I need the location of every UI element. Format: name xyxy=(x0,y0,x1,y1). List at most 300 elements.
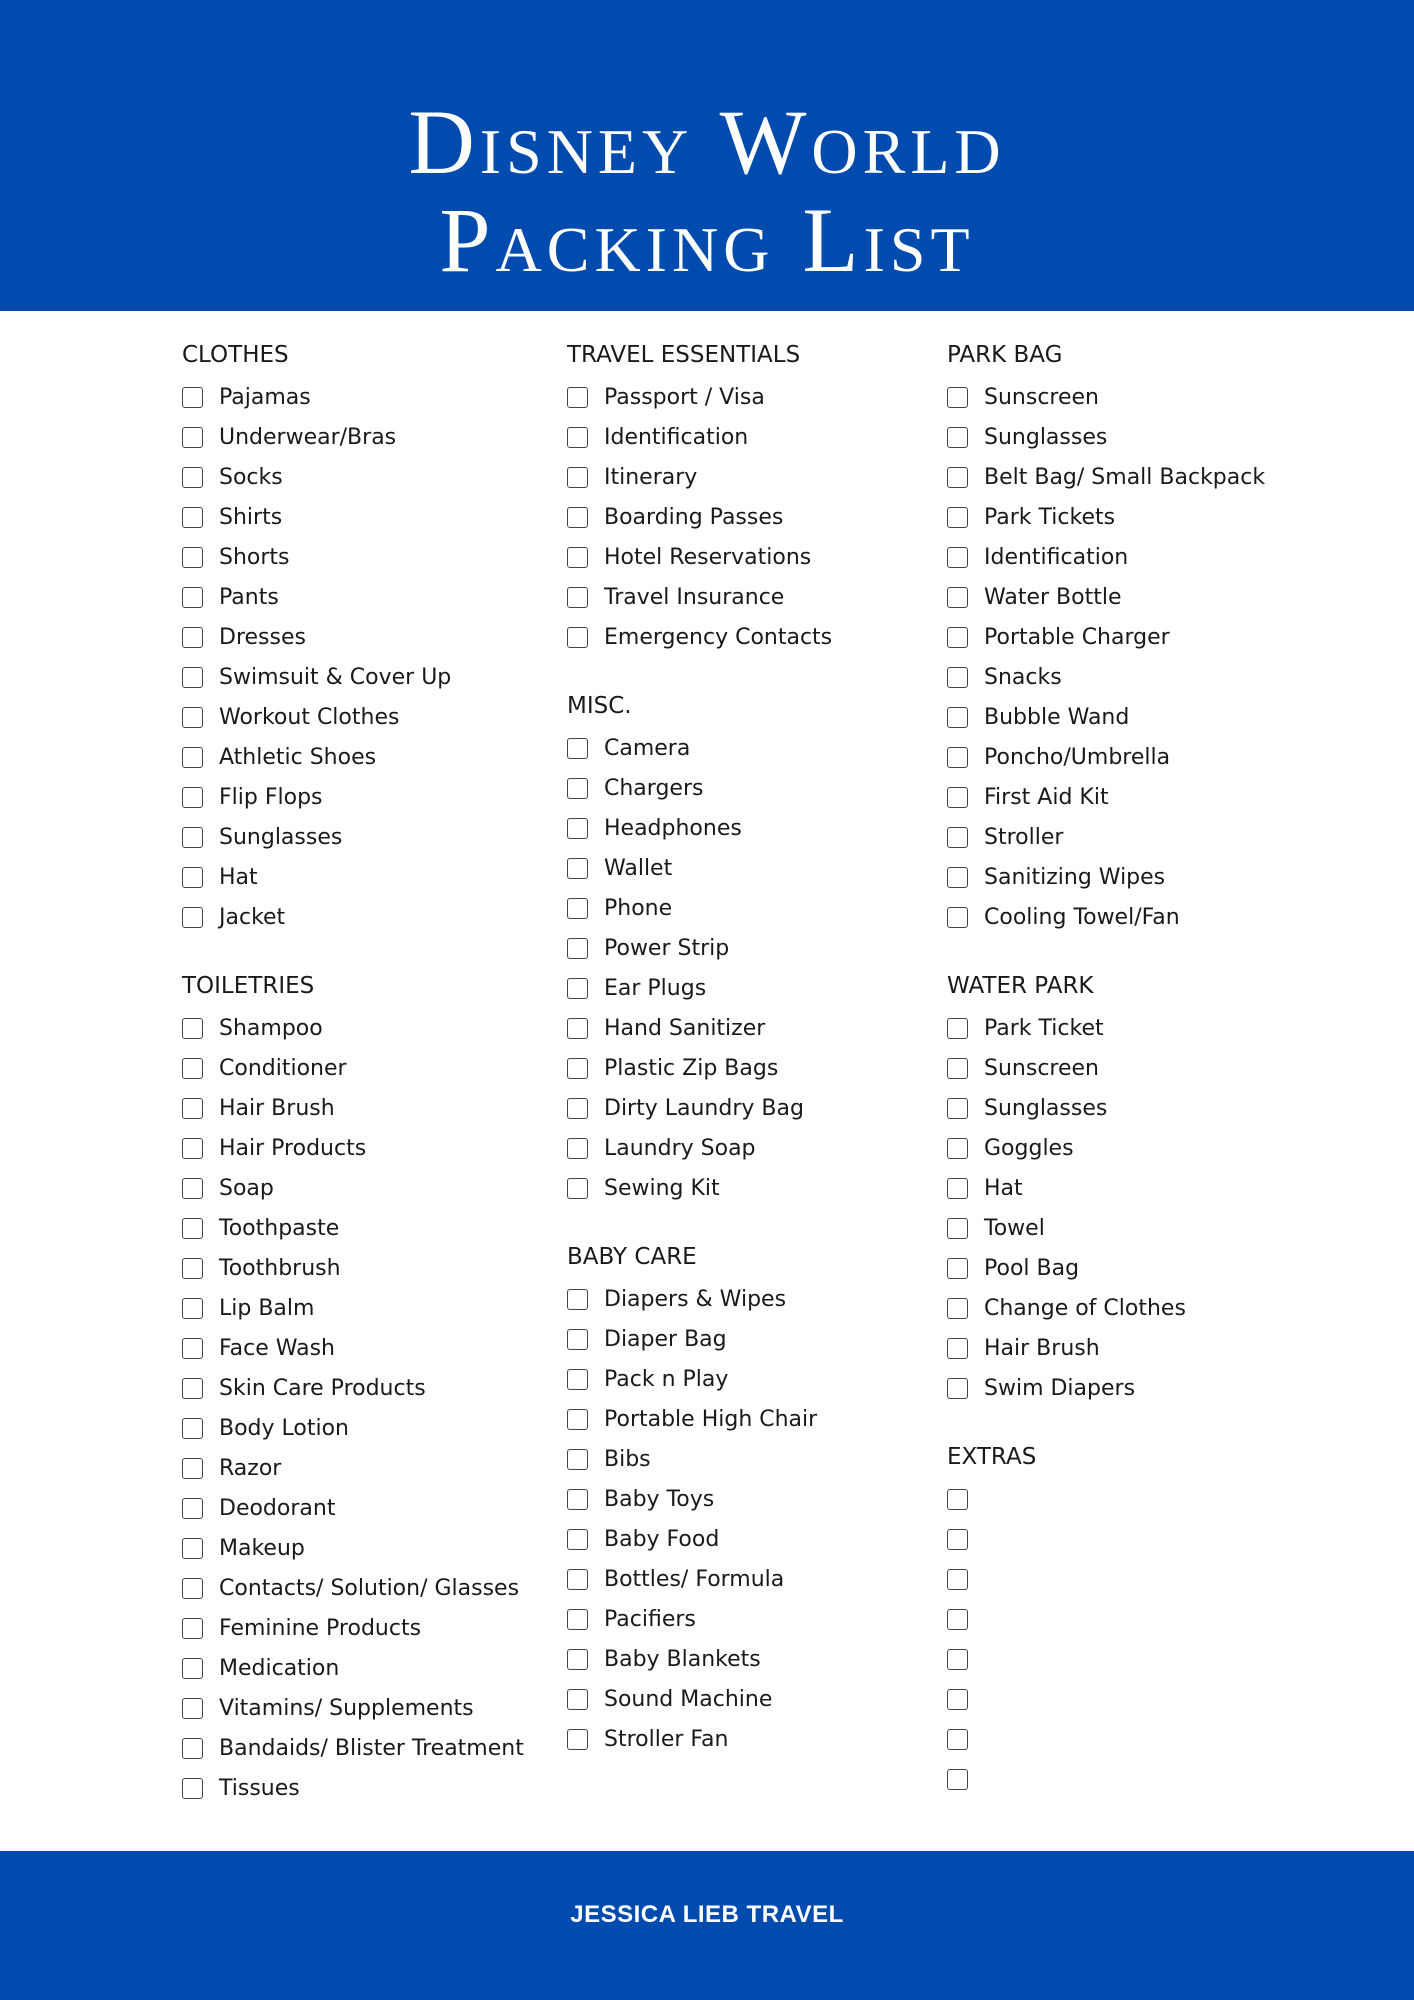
checklist-item[interactable] xyxy=(182,497,562,537)
item-label: Chargers xyxy=(604,775,704,801)
item-label: Plastic Zip Bags xyxy=(604,1055,779,1081)
column-2 xyxy=(567,340,947,1793)
checklist-item[interactable] xyxy=(182,1008,562,1048)
checkbox[interactable] xyxy=(947,867,968,888)
checkbox[interactable] xyxy=(947,547,968,568)
checkbox[interactable] xyxy=(567,1018,588,1039)
checkbox[interactable] xyxy=(947,1298,968,1319)
checklist-item[interactable] xyxy=(947,537,1327,577)
item-label: Travel Insurance xyxy=(604,584,785,610)
checklist-item[interactable] xyxy=(567,1128,947,1168)
checklist-item[interactable] xyxy=(567,1319,947,1359)
checklist-item[interactable] xyxy=(182,857,562,897)
item-label: Pool Bag xyxy=(984,1255,1080,1281)
checklist-item[interactable] xyxy=(947,1048,1327,1088)
item-label: Phone xyxy=(604,895,673,921)
checkbox[interactable] xyxy=(182,1098,203,1119)
checklist-item[interactable] xyxy=(567,1359,947,1399)
checkbox[interactable] xyxy=(182,467,203,488)
checkbox[interactable] xyxy=(182,1178,203,1199)
checkbox[interactable] xyxy=(567,858,588,879)
footer-banner xyxy=(0,1851,1414,2000)
item-label: Hat xyxy=(984,1175,1023,1201)
checkbox[interactable] xyxy=(182,1578,203,1599)
checkbox[interactable] xyxy=(182,1418,203,1439)
item-label: Belt Bag/ Small Backpack xyxy=(984,464,1266,490)
checklist-item[interactable] xyxy=(947,697,1327,737)
item-label: Wallet xyxy=(604,855,673,881)
item-label: Baby Food xyxy=(604,1526,720,1552)
checkbox[interactable] xyxy=(947,1689,968,1710)
checklist-item[interactable] xyxy=(567,417,947,457)
item-label: Itinerary xyxy=(604,464,698,490)
item-label: Sound Machine xyxy=(604,1686,773,1712)
checklist-item[interactable] xyxy=(947,1168,1327,1208)
checklist-item[interactable] xyxy=(182,1168,562,1208)
checkbox[interactable] xyxy=(947,907,968,928)
checklist-item[interactable] xyxy=(182,657,562,697)
item-label: Athletic Shoes xyxy=(219,744,377,770)
checkbox[interactable] xyxy=(182,1538,203,1559)
section-title: PARK BAG xyxy=(947,342,1063,368)
checklist-item[interactable] xyxy=(182,1128,562,1168)
checkbox[interactable] xyxy=(567,1178,588,1199)
checkbox[interactable] xyxy=(182,1298,203,1319)
item-label: Baby Blankets xyxy=(604,1646,761,1672)
checkbox[interactable] xyxy=(947,827,968,848)
checkbox[interactable] xyxy=(182,1218,203,1239)
item-label: Hat xyxy=(219,864,258,890)
checklist-item[interactable] xyxy=(947,777,1327,817)
checkbox[interactable] xyxy=(567,738,588,759)
checklist-item[interactable] xyxy=(567,1439,947,1479)
checkbox[interactable] xyxy=(182,507,203,528)
checklist-item[interactable] xyxy=(947,1208,1327,1248)
checkbox[interactable] xyxy=(567,1449,588,1470)
checkbox[interactable] xyxy=(947,1018,968,1039)
checkbox[interactable] xyxy=(567,427,588,448)
item-label: Camera xyxy=(604,735,691,761)
checkbox[interactable] xyxy=(567,1489,588,1510)
item-label: Stroller xyxy=(984,824,1064,850)
checklist-item[interactable] xyxy=(567,808,947,848)
checkbox[interactable] xyxy=(947,1609,968,1630)
checkbox[interactable] xyxy=(567,1649,588,1670)
item-label: Identification xyxy=(604,424,749,450)
checkbox[interactable] xyxy=(947,1338,968,1359)
checklist-item[interactable] xyxy=(182,1768,562,1808)
checkbox[interactable] xyxy=(947,1649,968,1670)
item-label: Hand Sanitizer xyxy=(604,1015,766,1041)
checklist-item[interactable] xyxy=(182,1248,562,1288)
section-park-bag xyxy=(947,340,1327,937)
checkbox[interactable] xyxy=(567,1369,588,1390)
checklist-item[interactable] xyxy=(947,1088,1327,1128)
checklist-item[interactable] xyxy=(182,897,562,937)
checklist-item[interactable] xyxy=(567,1008,947,1048)
checklist-item[interactable] xyxy=(947,897,1327,937)
item-label: Hair Brush xyxy=(219,1095,335,1121)
checkbox[interactable] xyxy=(947,507,968,528)
checklist-item[interactable] xyxy=(947,1679,1327,1719)
section-travel-essentials xyxy=(567,340,947,657)
item-label: Soap xyxy=(219,1175,274,1201)
section-misc xyxy=(567,691,947,1208)
checklist-item[interactable] xyxy=(182,1208,562,1248)
checklist-item[interactable] xyxy=(182,1088,562,1128)
checklist-item[interactable] xyxy=(947,377,1327,417)
checkbox[interactable] xyxy=(567,547,588,568)
checklist-item[interactable] xyxy=(567,537,947,577)
checklist-item[interactable] xyxy=(567,728,947,768)
checklist-item[interactable] xyxy=(947,1248,1327,1288)
item-label: Bubble Wand xyxy=(984,704,1130,730)
item-label: Feminine Products xyxy=(219,1615,422,1641)
section-title: CLOTHES xyxy=(182,342,289,368)
checklist-item[interactable] xyxy=(182,1688,562,1728)
checklist-item[interactable] xyxy=(182,777,562,817)
checklist-item[interactable] xyxy=(947,1479,1327,1519)
checklist-item[interactable] xyxy=(182,537,562,577)
checklist-item[interactable] xyxy=(567,1719,947,1759)
checkbox[interactable] xyxy=(182,667,203,688)
checklist-item[interactable] xyxy=(567,1599,947,1639)
item-label: Snacks xyxy=(984,664,1062,690)
item-label: Swim Diapers xyxy=(984,1375,1136,1401)
checkbox[interactable] xyxy=(567,1058,588,1079)
checklist-item[interactable] xyxy=(182,377,562,417)
item-label: Sunglasses xyxy=(984,424,1108,450)
checklist-item[interactable] xyxy=(567,768,947,808)
checkbox[interactable] xyxy=(182,1258,203,1279)
checkbox[interactable] xyxy=(182,587,203,608)
checklist-item[interactable] xyxy=(182,697,562,737)
checklist-item[interactable] xyxy=(567,1559,947,1599)
item-label: Sunscreen xyxy=(984,384,1099,410)
item-label: Sunglasses xyxy=(984,1095,1108,1121)
item-label: Pants xyxy=(219,584,279,610)
checkbox[interactable] xyxy=(947,1138,968,1159)
checkbox[interactable] xyxy=(567,1529,588,1550)
item-label: Portable High Chair xyxy=(604,1406,818,1432)
item-label: Face Wash xyxy=(219,1335,335,1361)
checkbox[interactable] xyxy=(947,787,968,808)
checkbox[interactable] xyxy=(182,1738,203,1759)
checkbox[interactable] xyxy=(567,898,588,919)
checklist-item[interactable] xyxy=(182,737,562,777)
checklist-item[interactable] xyxy=(567,457,947,497)
checklist-item[interactable] xyxy=(567,1048,947,1088)
checklist-item[interactable] xyxy=(567,1519,947,1559)
checkbox[interactable] xyxy=(947,627,968,648)
checkbox[interactable] xyxy=(947,1378,968,1399)
checkbox[interactable] xyxy=(567,1138,588,1159)
section-water-park xyxy=(947,971,1327,1408)
checkbox[interactable] xyxy=(567,467,588,488)
item-label: Shorts xyxy=(219,544,290,570)
checklist-item[interactable] xyxy=(182,617,562,657)
checklist-item[interactable] xyxy=(182,817,562,857)
checkbox[interactable] xyxy=(567,507,588,528)
checkbox[interactable] xyxy=(947,1529,968,1550)
checkbox[interactable] xyxy=(182,827,203,848)
item-label: Conditioner xyxy=(219,1055,347,1081)
section-baby-care xyxy=(567,1242,947,1759)
item-label: Socks xyxy=(219,464,283,490)
item-label: Body Lotion xyxy=(219,1415,350,1441)
checklist-item[interactable] xyxy=(567,1279,947,1319)
checkbox[interactable] xyxy=(182,787,203,808)
item-label: Medication xyxy=(219,1655,340,1681)
checkbox[interactable] xyxy=(182,707,203,728)
checkbox[interactable] xyxy=(947,1769,968,1790)
checkbox[interactable] xyxy=(567,1409,588,1430)
checkbox[interactable] xyxy=(567,818,588,839)
checklist-item[interactable] xyxy=(947,1128,1327,1168)
checklist-item[interactable] xyxy=(182,577,562,617)
checkbox[interactable] xyxy=(567,1689,588,1710)
checkbox[interactable] xyxy=(182,387,203,408)
item-label: Skin Care Products xyxy=(219,1375,426,1401)
checklist-item[interactable] xyxy=(567,377,947,417)
column-1 xyxy=(182,340,562,1842)
checkbox[interactable] xyxy=(182,907,203,928)
checklist-item[interactable] xyxy=(947,1008,1327,1048)
checklist-item[interactable] xyxy=(947,417,1327,457)
section-title: TOILETRIES xyxy=(182,973,315,999)
item-label: Flip Flops xyxy=(219,784,323,810)
checklist-item[interactable] xyxy=(947,737,1327,777)
item-label: Laundry Soap xyxy=(604,1135,756,1161)
item-label: Razor xyxy=(219,1455,282,1481)
checklist-item[interactable] xyxy=(567,1679,947,1719)
checkbox[interactable] xyxy=(182,747,203,768)
checklist-item[interactable] xyxy=(567,928,947,968)
checkbox[interactable] xyxy=(567,778,588,799)
item-label: Power Strip xyxy=(604,935,730,961)
checklist-item[interactable] xyxy=(182,417,562,457)
checklist-item[interactable] xyxy=(947,1639,1327,1679)
checkbox[interactable] xyxy=(182,1698,203,1719)
item-label: Poncho/Umbrella xyxy=(984,744,1171,770)
item-label: Hair Brush xyxy=(984,1335,1100,1361)
checklist-item[interactable] xyxy=(947,1559,1327,1599)
checkbox[interactable] xyxy=(182,1018,203,1039)
checkbox[interactable] xyxy=(182,1138,203,1159)
item-label: Park Tickets xyxy=(984,504,1116,530)
checkbox[interactable] xyxy=(182,1378,203,1399)
checklist-item[interactable] xyxy=(567,617,947,657)
checklist-item[interactable] xyxy=(567,888,947,928)
item-label: Hotel Reservations xyxy=(604,544,812,570)
item-label: Contacts/ Solution/ Glasses xyxy=(219,1575,520,1601)
checkbox[interactable] xyxy=(182,1618,203,1639)
checklist-item[interactable] xyxy=(567,1639,947,1679)
item-label: Lip Balm xyxy=(219,1295,315,1321)
checkbox[interactable] xyxy=(947,587,968,608)
item-label: Park Ticket xyxy=(984,1015,1104,1041)
footer-brand: JESSICA LIEB TRAVEL xyxy=(570,1901,844,1928)
item-label: Tissues xyxy=(219,1775,300,1801)
item-label: Pajamas xyxy=(219,384,311,410)
checklist-item[interactable] xyxy=(947,577,1327,617)
item-label: Diaper Bag xyxy=(604,1326,727,1352)
checkbox[interactable] xyxy=(567,627,588,648)
checkbox[interactable] xyxy=(567,1609,588,1630)
checklist-item[interactable] xyxy=(567,1088,947,1128)
item-label: Identification xyxy=(984,544,1129,570)
checklist-item[interactable] xyxy=(947,857,1327,897)
item-label: Toothpaste xyxy=(219,1215,340,1241)
item-label: Jacket xyxy=(219,904,286,930)
item-label: Change of Clothes xyxy=(984,1295,1186,1321)
item-label: Passport / Visa xyxy=(604,384,765,410)
checkbox[interactable] xyxy=(567,978,588,999)
checklist-item[interactable] xyxy=(947,617,1327,657)
checkbox[interactable] xyxy=(947,1258,968,1279)
checkbox[interactable] xyxy=(947,667,968,688)
checklist-item[interactable] xyxy=(947,1519,1327,1559)
checkbox[interactable] xyxy=(567,1329,588,1350)
checkbox[interactable] xyxy=(567,1098,588,1119)
checkbox[interactable] xyxy=(947,1729,968,1750)
section-extras xyxy=(947,1442,1327,1799)
item-label: Shampoo xyxy=(219,1015,323,1041)
item-label: Ear Plugs xyxy=(604,975,707,1001)
checkbox[interactable] xyxy=(182,1458,203,1479)
checklist-item[interactable] xyxy=(567,1479,947,1519)
checklist-item[interactable] xyxy=(182,1728,562,1768)
checklist-item[interactable] xyxy=(182,1448,562,1488)
checklist-item[interactable] xyxy=(947,1599,1327,1639)
section-clothes xyxy=(182,340,562,937)
item-label: Dresses xyxy=(219,624,306,650)
checkbox[interactable] xyxy=(567,1289,588,1310)
item-label: Bandaids/ Blister Treatment xyxy=(219,1735,524,1761)
checklist-item[interactable] xyxy=(947,457,1327,497)
checkbox[interactable] xyxy=(182,1498,203,1519)
item-label: Bottles/ Formula xyxy=(604,1566,785,1592)
page-title-line-2: Packing List xyxy=(439,189,975,291)
checkbox[interactable] xyxy=(947,427,968,448)
checkbox[interactable] xyxy=(567,1569,588,1590)
item-label: Water Bottle xyxy=(984,584,1122,610)
checklist-item[interactable] xyxy=(182,1648,562,1688)
item-label: Pack n Play xyxy=(604,1366,729,1392)
checkbox[interactable] xyxy=(947,467,968,488)
checklist-item[interactable] xyxy=(182,1568,562,1608)
item-label: Sewing Kit xyxy=(604,1175,720,1201)
item-label: Headphones xyxy=(604,815,742,841)
checklist-item[interactable] xyxy=(567,1168,947,1208)
section-title: WATER PARK xyxy=(947,973,1094,999)
checklist-item[interactable] xyxy=(947,1368,1327,1408)
item-label: Sunglasses xyxy=(219,824,343,850)
item-label: Bibs xyxy=(604,1446,651,1472)
item-label: Sanitizing Wipes xyxy=(984,864,1166,890)
item-label: Makeup xyxy=(219,1535,305,1561)
checklist-item[interactable] xyxy=(182,457,562,497)
item-label: Hair Products xyxy=(219,1135,367,1161)
item-label: Towel xyxy=(984,1215,1045,1241)
checklist-item[interactable] xyxy=(182,1488,562,1528)
checkbox[interactable] xyxy=(947,1058,968,1079)
section-title: EXTRAS xyxy=(947,1444,1037,1470)
item-label: Shirts xyxy=(219,504,283,530)
checklist-item[interactable] xyxy=(947,1759,1327,1799)
checkbox[interactable] xyxy=(182,1058,203,1079)
checkbox[interactable] xyxy=(947,387,968,408)
item-label: Underwear/Bras xyxy=(219,424,397,450)
item-label: Emergency Contacts xyxy=(604,624,833,650)
checklist-item[interactable] xyxy=(182,1328,562,1368)
checklist-item[interactable] xyxy=(182,1288,562,1328)
checkbox[interactable] xyxy=(182,1778,203,1799)
item-label: Vitamins/ Supplements xyxy=(219,1695,474,1721)
item-label: Pacifiers xyxy=(604,1606,696,1632)
item-label: Goggles xyxy=(984,1135,1074,1161)
checklist-item[interactable] xyxy=(567,577,947,617)
checklist-item[interactable] xyxy=(567,497,947,537)
checkbox[interactable] xyxy=(947,747,968,768)
item-label: Boarding Passes xyxy=(604,504,784,530)
checkbox[interactable] xyxy=(182,627,203,648)
checkbox[interactable] xyxy=(182,1338,203,1359)
checkbox[interactable] xyxy=(567,387,588,408)
section-title: MISC. xyxy=(567,693,632,719)
checklist-item[interactable] xyxy=(947,657,1327,697)
checklist-item[interactable] xyxy=(947,1719,1327,1759)
checkbox[interactable] xyxy=(567,938,588,959)
checkbox[interactable] xyxy=(567,587,588,608)
checkbox[interactable] xyxy=(182,867,203,888)
checkbox[interactable] xyxy=(182,1658,203,1679)
checkbox[interactable] xyxy=(947,1098,968,1119)
checkbox[interactable] xyxy=(947,1489,968,1510)
item-label: Dirty Laundry Bag xyxy=(604,1095,804,1121)
checkbox[interactable] xyxy=(947,1218,968,1239)
checklist-item[interactable] xyxy=(947,497,1327,537)
item-label: Diapers & Wipes xyxy=(604,1286,787,1312)
item-label: Swimsuit & Cover Up xyxy=(219,664,452,690)
checkbox[interactable] xyxy=(567,1729,588,1750)
checkbox[interactable] xyxy=(947,707,968,728)
header-banner xyxy=(0,0,1414,311)
checklist-item[interactable] xyxy=(182,1408,562,1448)
section-title: TRAVEL ESSENTIALS xyxy=(567,342,801,368)
item-label: Baby Toys xyxy=(604,1486,715,1512)
section-toiletries xyxy=(182,971,562,1808)
item-label: Portable Charger xyxy=(984,624,1170,650)
item-label: Cooling Towel/Fan xyxy=(984,904,1180,930)
checklist-item[interactable] xyxy=(567,968,947,1008)
checkbox[interactable] xyxy=(182,547,203,568)
checkbox[interactable] xyxy=(947,1569,968,1590)
checklist-item[interactable] xyxy=(947,817,1327,857)
checklist-item[interactable] xyxy=(567,1399,947,1439)
checklist-item[interactable] xyxy=(947,1288,1327,1328)
checklist-item[interactable] xyxy=(182,1528,562,1568)
item-label: Workout Clothes xyxy=(219,704,400,730)
checklist-item[interactable] xyxy=(182,1368,562,1408)
checklist-item[interactable] xyxy=(567,848,947,888)
checklist-item[interactable] xyxy=(182,1608,562,1648)
checklist-item[interactable] xyxy=(947,1328,1327,1368)
checklist-item[interactable] xyxy=(182,1048,562,1088)
checkbox[interactable] xyxy=(947,1178,968,1199)
item-label: Stroller Fan xyxy=(604,1726,729,1752)
checkbox[interactable] xyxy=(182,427,203,448)
